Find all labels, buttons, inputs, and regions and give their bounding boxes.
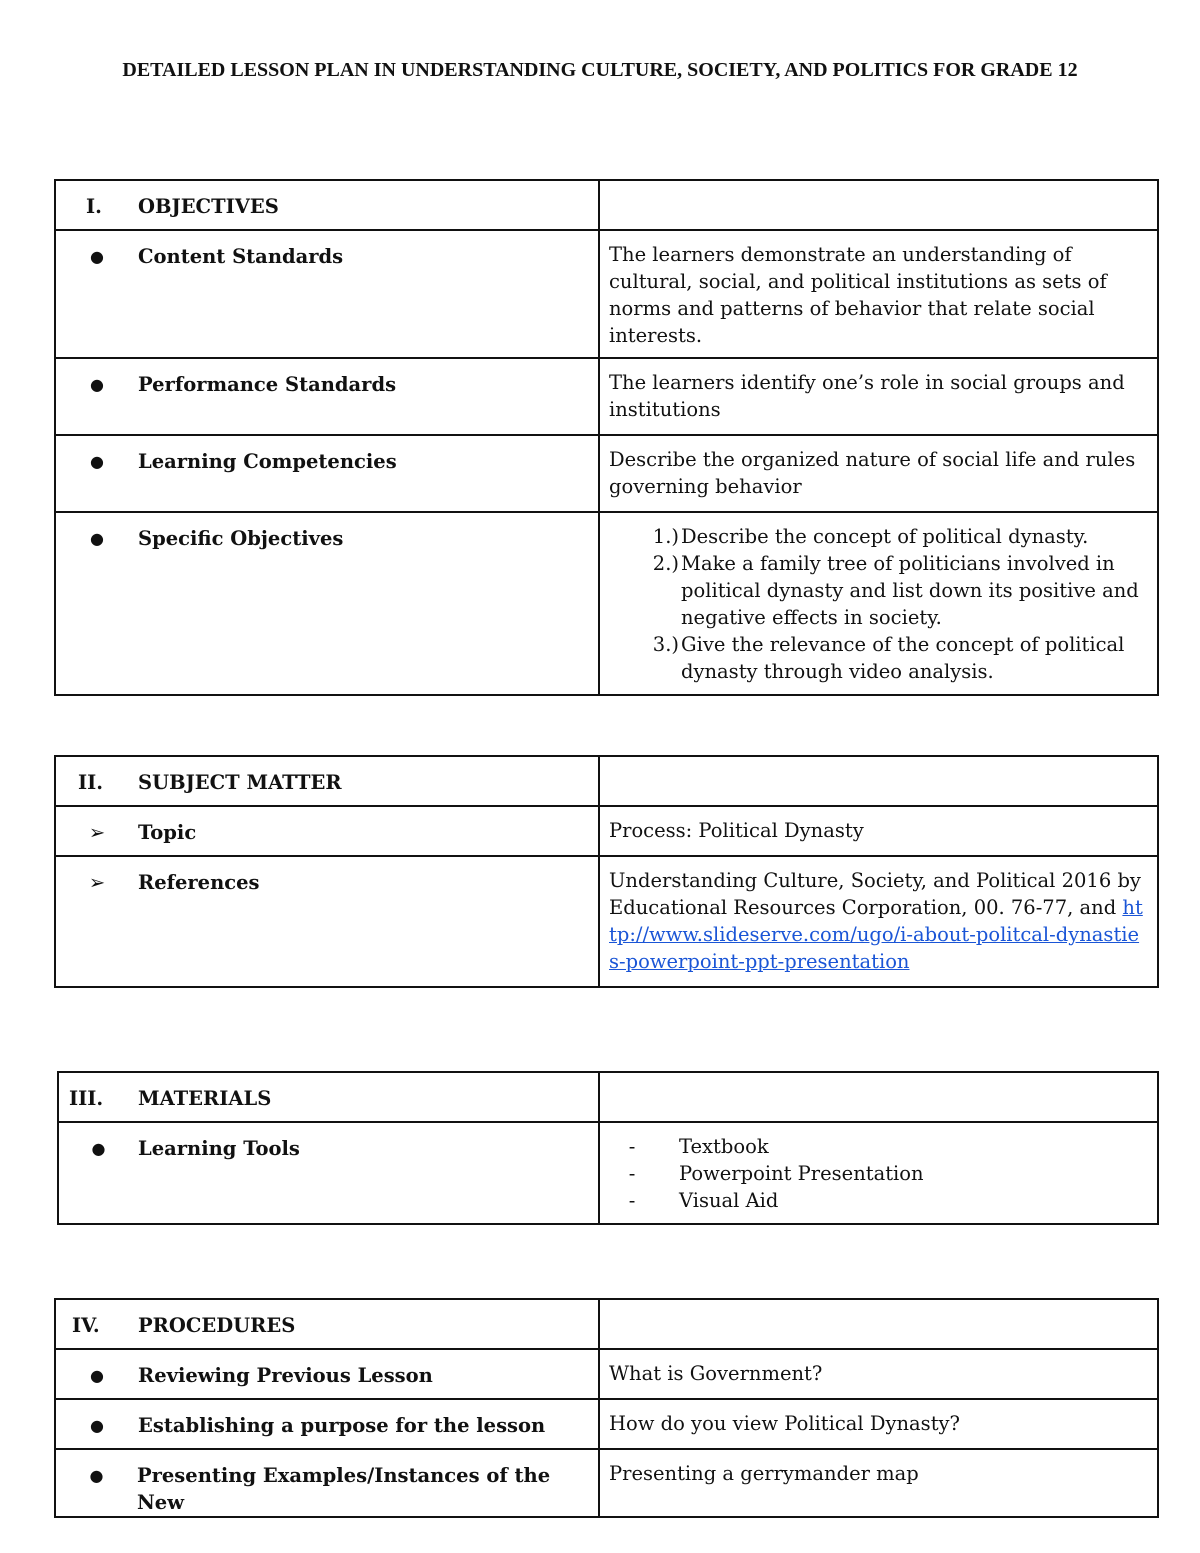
bullet-icon: ●: [90, 1366, 104, 1385]
procedure-label-cell: [55, 1349, 599, 1399]
bullet-icon: ●: [90, 452, 104, 471]
specific-objectives-label: Specific Objectives: [138, 527, 344, 550]
procedure-label: Reviewing Previous Lesson: [138, 1364, 433, 1387]
document-title: DETAILED LESSON PLAN IN UNDERSTANDING CULTURE, SOCIETY, AND POLITICS FOR GRADE 12: [122, 59, 1078, 81]
objectives-table: [54, 179, 1159, 696]
section-numeral: II.: [78, 771, 104, 794]
topic-label-cell: [55, 806, 599, 856]
learning-competencies-label: Learning Competencies: [138, 450, 397, 473]
procedure-label-cell: [55, 1449, 599, 1517]
list-item: - Textbook: [628, 1135, 769, 1158]
section-heading: MATERIALS: [138, 1087, 272, 1110]
subject-matter-table: [54, 755, 1159, 988]
procedures-heading-cell: [55, 1299, 599, 1349]
procedure-label-cell: [55, 1399, 599, 1449]
bullet-icon: ●: [91, 1139, 106, 1158]
empty-cell: [599, 756, 1158, 806]
section-heading: OBJECTIVES: [138, 195, 279, 218]
subject-matter-heading-cell: [55, 756, 599, 806]
topic-label: Topic: [138, 821, 197, 844]
learning-competencies-value: Describe the organized nature of social life and rules governing behavior: [599, 435, 1158, 512]
empty-cell: [599, 1072, 1158, 1122]
learning-tools-value: [599, 1122, 1158, 1224]
procedure-label: Establishing a purpose for the lesson: [138, 1414, 546, 1437]
content-standards-value: The learners demonstrate an understanding of cultural, social, and political institutions as sets of norms and patterns of behavior that relate social interests.: [599, 230, 1158, 358]
bullet-icon: ●: [90, 1416, 104, 1435]
section-numeral: I.: [86, 195, 102, 218]
empty-cell: [599, 1299, 1158, 1349]
list-item: 1.) Describe the concept of political dynasty.: [652, 525, 1089, 548]
list-item: 3.) Give the relevance of the concept of political dynasty through video analysis.: [652, 633, 1125, 683]
references-label: References: [138, 871, 260, 894]
procedure-label: Presenting Examples/Instances of the New: [136, 1464, 551, 1514]
learning-competencies-label-cell: [55, 435, 599, 512]
content-standards-label: Content Standards: [138, 245, 344, 268]
bullet-icon: ●: [90, 375, 104, 394]
materials-heading-cell: [58, 1072, 599, 1122]
topic-value: Process: Political Dynasty: [599, 806, 1158, 856]
content-standards-label-cell: [55, 230, 599, 358]
procedures-table: [54, 1298, 1159, 1518]
performance-standards-value: The learners identify one’s role in social groups and institutions: [599, 358, 1158, 435]
section-numeral: III.: [69, 1087, 104, 1110]
empty-cell: [599, 180, 1158, 230]
list-item: 2.) Make a family tree of politicians involved in political dynasty and list down its positive and negative effects in society.: [652, 552, 1139, 629]
procedure-value: What is Government?: [599, 1349, 1158, 1399]
learning-tools-label: Learning Tools: [138, 1137, 300, 1160]
materials-table: [57, 1071, 1159, 1225]
section-heading: SUBJECT MATTER: [138, 771, 342, 794]
bullet-icon: ●: [90, 247, 104, 266]
bullet-icon: ●: [90, 529, 104, 548]
objectives-heading-cell: [55, 180, 599, 230]
section-heading: PROCEDURES: [138, 1314, 296, 1337]
bullet-icon: ●: [89, 1466, 104, 1485]
references-link[interactable]: http://www.slideserve.com/ugo/i-about-politcal-dynasties-powerpoint-ppt-presentation: [609, 896, 1143, 973]
learning-tools-label-cell: [58, 1122, 599, 1224]
performance-standards-label-cell: [55, 358, 599, 435]
arrow-icon: ➢: [88, 821, 106, 844]
list-item: - Powerpoint Presentation: [628, 1162, 924, 1185]
procedure-value: How do you view Political Dynasty?: [599, 1399, 1158, 1449]
specific-objectives-value: [599, 512, 1158, 695]
arrow-icon: ➢: [88, 871, 106, 894]
learning-tools-list: [609, 1133, 1149, 1214]
references-label-cell: [55, 856, 599, 987]
list-item: - Visual Aid: [628, 1189, 779, 1212]
performance-standards-label: Performance Standards: [138, 373, 397, 396]
specific-objectives-label-cell: [55, 512, 599, 695]
references-text: Understanding Culture, Society, and Political 2016 by Educational Resources Corporation, 00. 76-77, and: [609, 869, 1141, 919]
specific-objectives-list: [609, 523, 1149, 685]
section-numeral: IV.: [72, 1314, 100, 1337]
procedure-value: Presenting a gerrymander map: [599, 1449, 1158, 1517]
references-value-cell: [599, 856, 1158, 987]
